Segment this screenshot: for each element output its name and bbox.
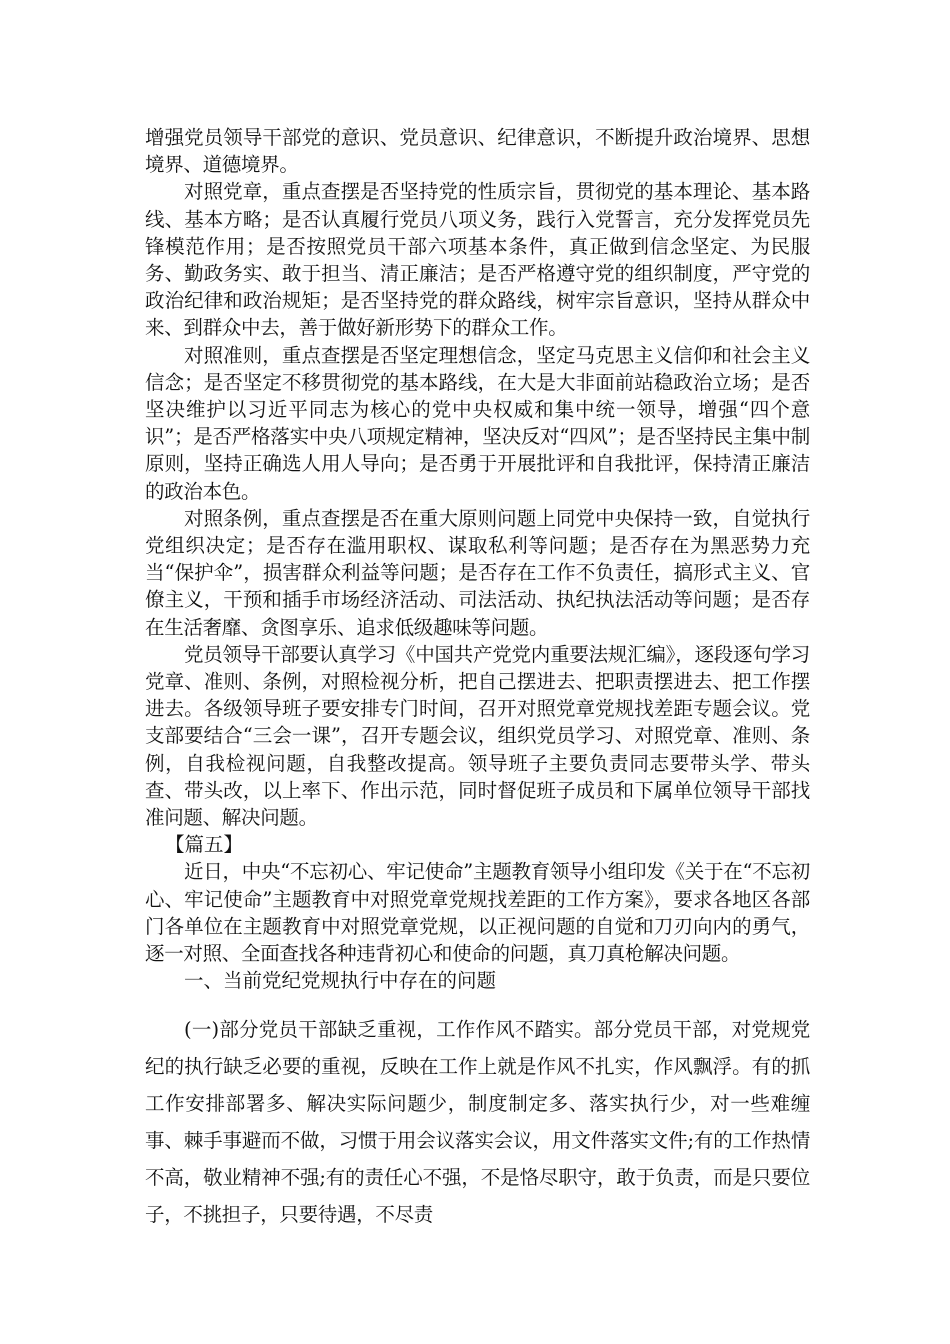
document-body (145, 124, 810, 1233)
section-tag: 【篇五】 (165, 833, 244, 857)
paragraph-study-requirements: 党员领导干部要认真学习《中国共产党党内重要法规汇编》，逐段逐句学习党章、准则、条例，对照检视分析，把自己摆进去、把职责摆进去、把工作摆进去。各级领导班子要安排专门时间，召开对照党章党规找差距专题会议。党支部要结合“三会一课”，召开专题会议，组织党员学习、对照党章、准则、条例，自我检视问题，自我整改提高。领导班子主要负责同志要带头学、带头查、带头改，以上率下、作出示范，同时督促班子成员和下属单位领导干部找准问题、解决问题。 (145, 642, 810, 830)
paragraph-guidelines: 对照准则，重点查摆是否坚定理想信念，坚定马克思主义信仰和社会主义信念；是否坚定不移贯彻党的基本路线，在大是大非面前站稳政治立场；是否坚决维护以习近平同志为核心的党中央权威和集中统一领导，增强“四个意识”；是否严格落实中央八项规定精神，坚决反对“四风”；是否坚持民主集中制原则，坚持正确选人用人导向；是否勇于开展批评和自我批评，保持清正廉洁的政治本色。 (145, 343, 810, 503)
paragraph-regulations: 对照条例，重点查摆是否在重大原则问题上同党中央保持一致，自觉执行党组织决定；是否存在滥用职权、谋取私利等问题；是否存在为黑恶势力充当“保护伞”，损害群众利益等问题；是否存在工作不负责任，搞形式主义、官僚主义，干预和插手市场经济活动、司法活动、执纪执法活动等问题；是否存在生活奢靡、贪图享乐、追求低级趣味等问题。 (145, 506, 810, 639)
paragraph-party-constitution: 对照党章，重点查摆是否坚持党的性质宗旨，贯彻党的基本理论、基本路线、基本方略；是否认真履行党员八项义务，践行入党誓言，充分发挥党员先锋模范作用；是否按照党员干部六项基本条件，真正做到信念坚定、为民服务、勤政务实、敢于担当、清正廉洁；是否严格遵守党的组织制度，严守党的政治纪律和政治规矩；是否坚持党的群众路线，树牢宗旨意识，坚持从群众中来、到群众中去，善于做好新形势下的群众工作。 (145, 180, 810, 340)
section-intro: 近日，中央“不忘初心、牢记使命”主题教育领导小组印发《关于在“不忘初心、牢记使命”主题教育中对照党章党规找差距的工作方案》，要求各地区各部门各单位在主题教育中对照党章党规，以正视问题的自觉和刀刃向内的勇气，逐一对照、全面查找各种违背初心和使命的问题，真刀真枪解决问题。 (145, 860, 810, 966)
final-paragraph: (一)部分党员干部缺乏重视，工作作风不踏实。部分党员干部，对党规党纪的执行缺乏必要的重视，反映在工作上就是作风不扎实，作风飘浮。有的抓工作安排部署多、解决实际问题少，制度制定多、落实执行少，对一些难缠事、棘手事避而不做，习惯于用会议落实会议，用文件落实文件;有的工作热情不高，敬业精神不强;有的责任心不强，不是恪尽职守，敢于负责，而是只要位子，不挑担子，只要待遇，不尽责 (145, 1017, 810, 1226)
paragraph-continuation: 增强党员领导干部党的意识、党员意识、纪律意识，不断提升政治境界、思想境界、道德境界。 (145, 126, 810, 177)
section-title: 一、当前党纪党规执行中存在的问题 (184, 969, 497, 993)
